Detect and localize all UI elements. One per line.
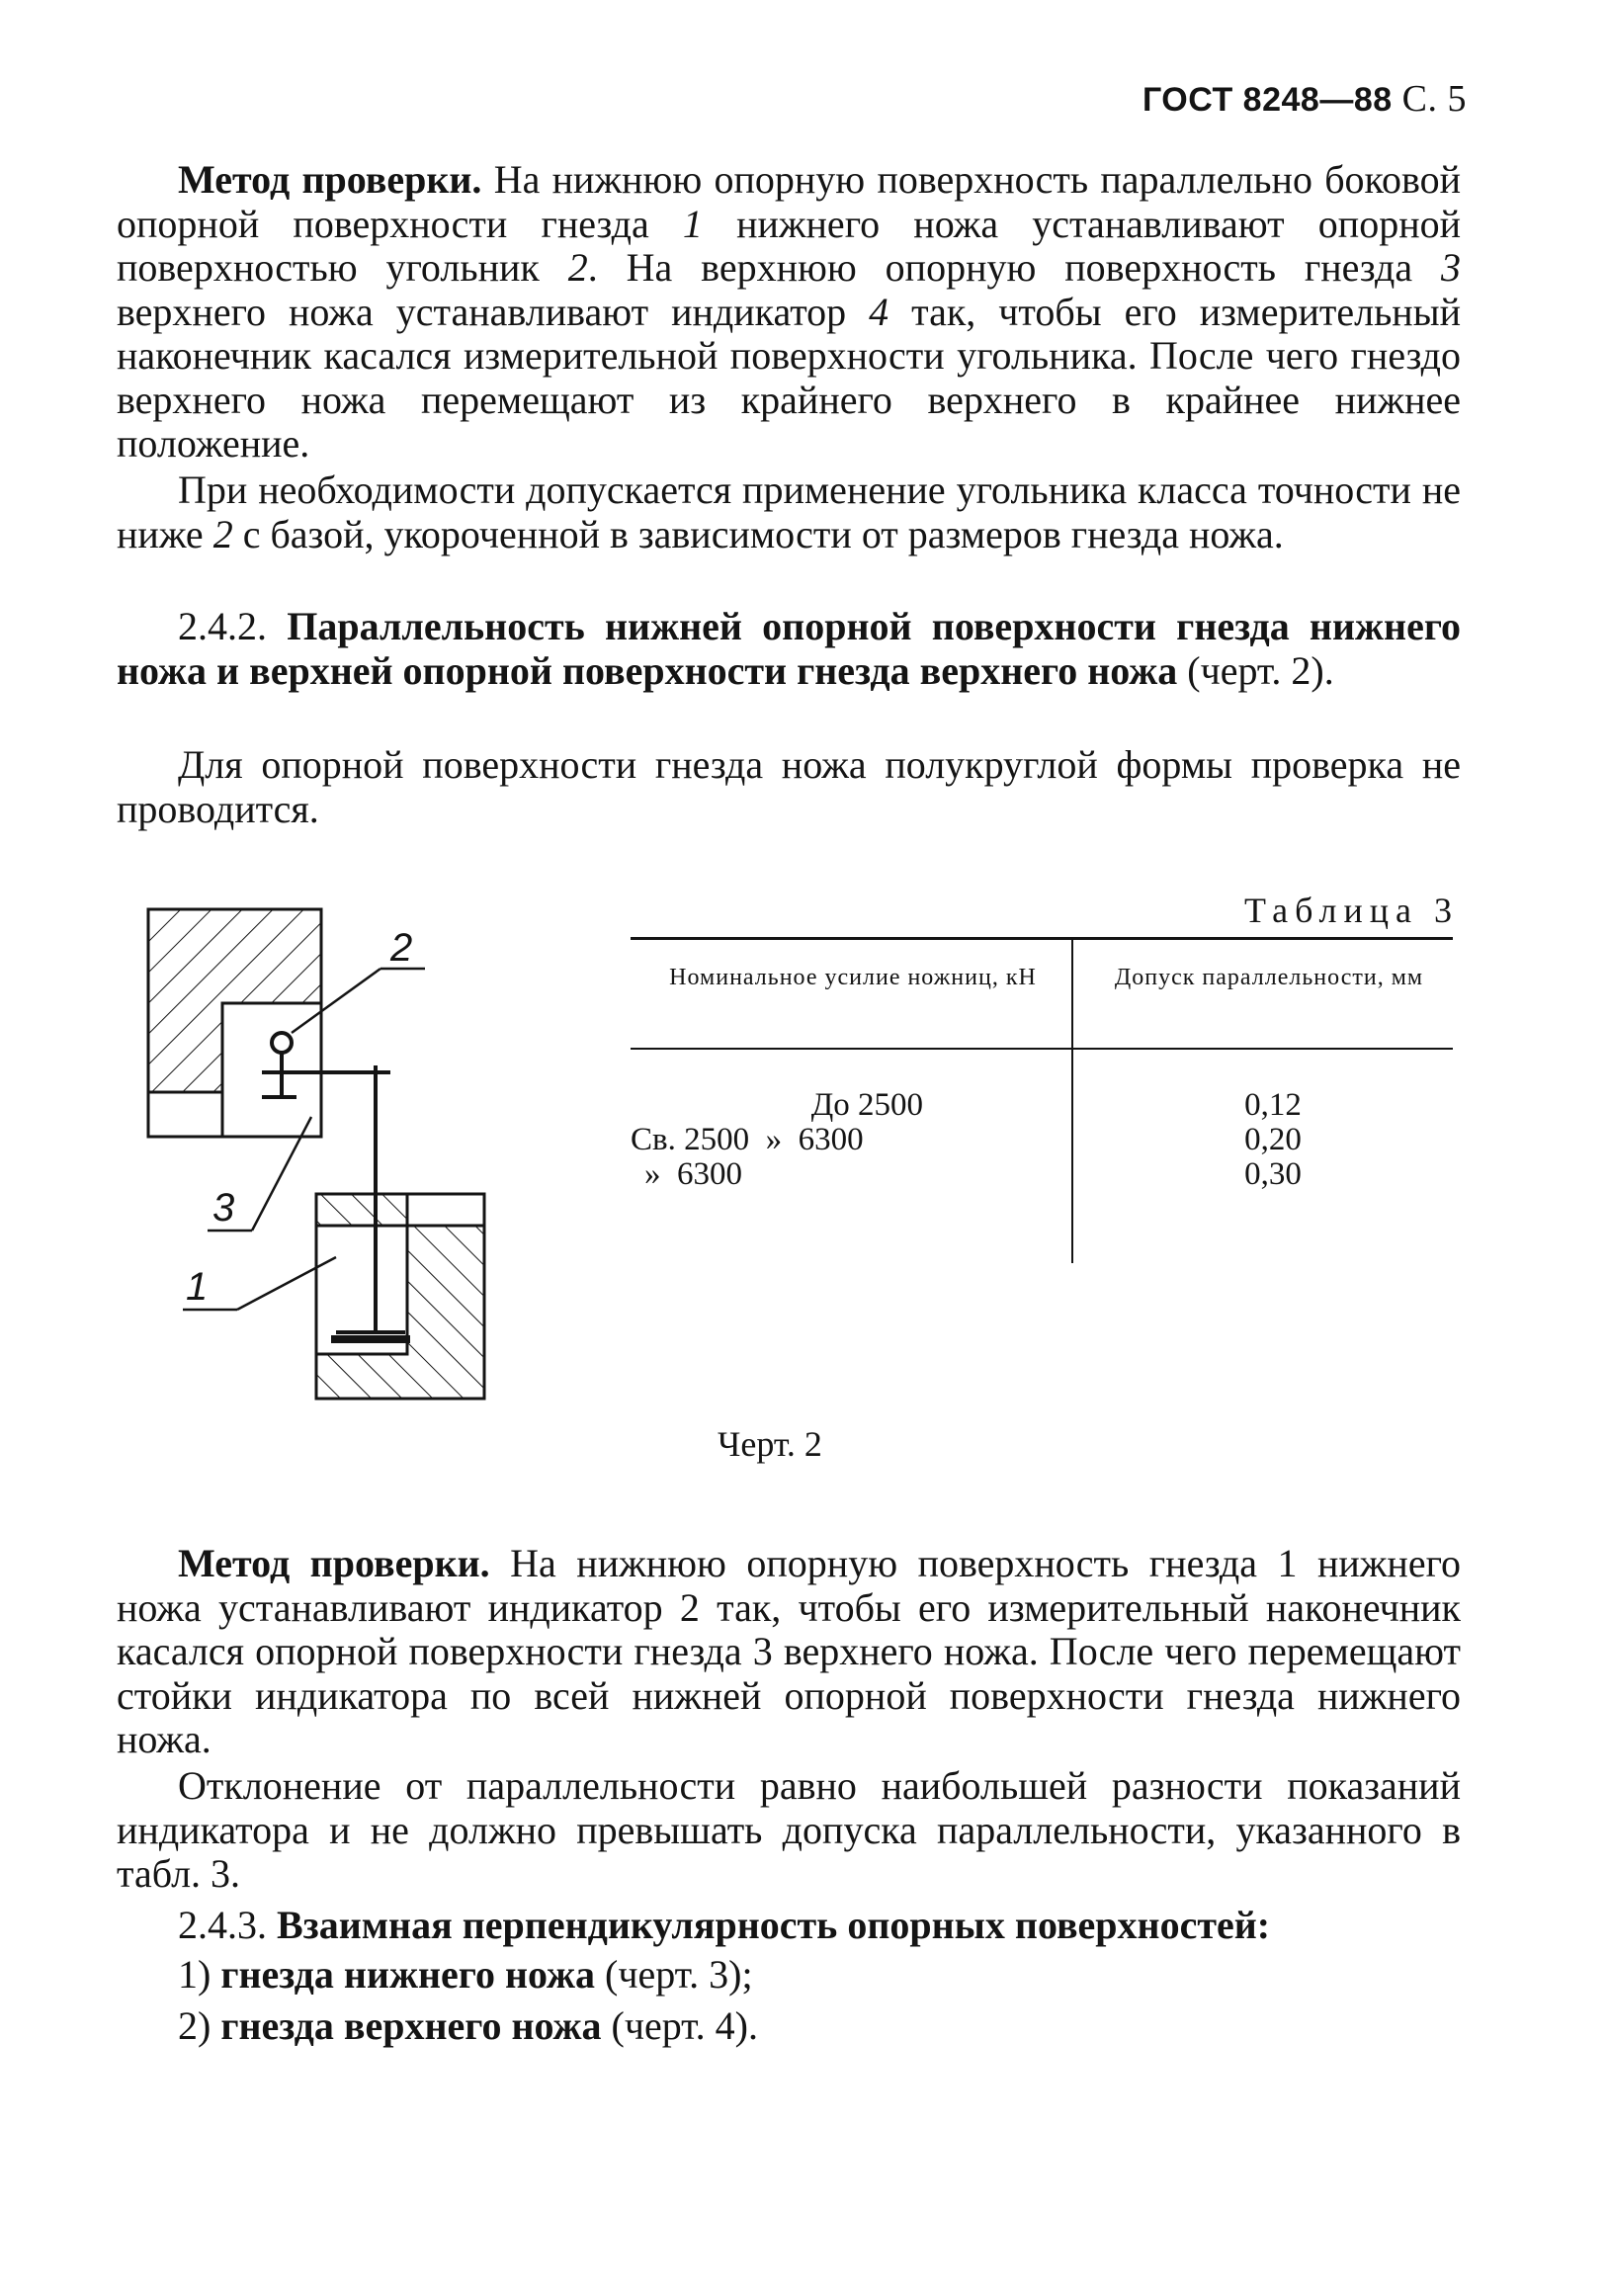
- table-cell-range: Св. 2500 » 6300: [631, 1122, 864, 1157]
- paragraph-method-2: [117, 1542, 1461, 1762]
- figure-drawing: [138, 890, 563, 1423]
- indicator-foot: [331, 1335, 410, 1343]
- lower-knife-blade: [407, 1194, 484, 1226]
- section-2-4-2: [117, 605, 1461, 693]
- method-lead: Метод проверки.: [178, 157, 482, 202]
- lower-seat-cavity: [316, 1226, 407, 1354]
- text-run: с базой, укороченной в зависимости от размеров гнезда ножа.: [232, 511, 1284, 556]
- figure-caption: Черт. 2: [718, 1424, 822, 1464]
- ref-number: 2: [567, 245, 588, 290]
- text-run: . На верхнюю опорную поверхность гнезда: [587, 245, 1441, 290]
- text-run: На нижнюю опорную поверхность гнезда 1 нижнего ножа устанавливают индикатор 2 так, чтобы его измерительный наконечник касался опорной поверхности гнезда 3 верхнего ножа. После чего перемещают стойки индикатора по всей нижней опорной поверхности гнезда нижнего ножа.: [117, 1541, 1461, 1761]
- table-cell-range: » 6300: [644, 1156, 742, 1192]
- text-run: Для опорной поверхности гнезда ножа полукруглой формы проверка не проводится.: [117, 742, 1461, 831]
- table-header-force: Номинальное усилие ножниц, кН: [669, 965, 1037, 990]
- list-item-1: [117, 1953, 1461, 1998]
- figure-ref: (черт. 2).: [1177, 647, 1334, 693]
- figure-label-3: 3: [212, 1186, 235, 1230]
- upper-knife-blade: [148, 1092, 222, 1137]
- ref-number: 2: [212, 511, 233, 556]
- ref-number: 1: [682, 201, 703, 246]
- figure-ref: (черт. 3);: [595, 1952, 753, 1997]
- paragraph-semicircle: [117, 743, 1461, 831]
- table-column-divider: [1071, 937, 1073, 1263]
- table-cell-tolerance: 0,20: [1244, 1122, 1302, 1157]
- table-cell-tolerance: 0,12: [1244, 1087, 1302, 1123]
- text-run: Отклонение от параллельности равно наибольшей разности показаний индикатора и не должно превышать допуска параллельности, указанного в табл. 3.: [117, 1763, 1461, 1896]
- page-number: С. 5: [1401, 78, 1467, 120]
- paragraph-necessity: [117, 468, 1461, 556]
- page-header: [1142, 77, 1467, 121]
- paragraph-method-1: [117, 158, 1461, 467]
- indicator-dial: [272, 1033, 292, 1053]
- list-title: гнезда нижнего ножа: [211, 1952, 595, 1997]
- ref-number: 4: [869, 289, 889, 334]
- text-run: верхнего ножа устанавливают индикатор: [117, 289, 870, 334]
- table-caption: Таблица 3: [1244, 891, 1459, 930]
- figure-ref: (черт. 4).: [601, 2003, 758, 2048]
- text-run: При необходимости допускается применение угольника класса точности не ниже: [117, 468, 1461, 556]
- list-title: гнезда верхнего ножа: [211, 2003, 602, 2048]
- leader-3: [252, 1117, 311, 1231]
- method-lead: Метод проверки.: [178, 1541, 490, 1585]
- section-title: Параллельность нижней опорной поверхности гнезда нижнего ножа и верхней опорной поверхности гнезда верхнего ножа: [117, 604, 1461, 693]
- table-cell-range: До 2500: [810, 1087, 923, 1123]
- table-header-tolerance: Допуск параллельности, мм: [1114, 965, 1424, 990]
- table-header-rule: [631, 1048, 1453, 1050]
- table-3: [631, 937, 1453, 1273]
- figure-label-2: 2: [390, 926, 413, 970]
- text-run: так, чтобы его измерительный наконечник касался измерительной поверхности угольника. После чего гнездо верхнего ножа перемещают из крайнего верхнего в крайнее нижнее положение.: [117, 289, 1461, 466]
- standard-number: ГОСТ 8248—88: [1142, 81, 1393, 119]
- paragraph-deviation: [117, 1764, 1461, 1897]
- list-number: 2): [178, 2003, 211, 2048]
- list-number: 1): [178, 1952, 211, 1997]
- section-number: 2.4.2.: [178, 604, 267, 648]
- text-run: нижнего ножа устанавливают опорной поверхностью угольник: [117, 201, 1462, 290]
- table-cell-tolerance: 0,30: [1244, 1156, 1302, 1192]
- section-2-4-3: [117, 1904, 1461, 1948]
- section-number: 2.4.3.: [178, 1903, 267, 1947]
- section-title: Взаимная перпендикулярность опорных поверхностей:: [267, 1903, 1271, 1947]
- figure-label-1: 1: [186, 1265, 209, 1309]
- table-top-rule: [631, 937, 1453, 940]
- list-item-2: [117, 2004, 1461, 2049]
- ref-number: 3: [1441, 245, 1461, 290]
- text-run: На нижнюю опорную поверхность параллельно боковой опорной поверхности гнезда: [117, 157, 1461, 246]
